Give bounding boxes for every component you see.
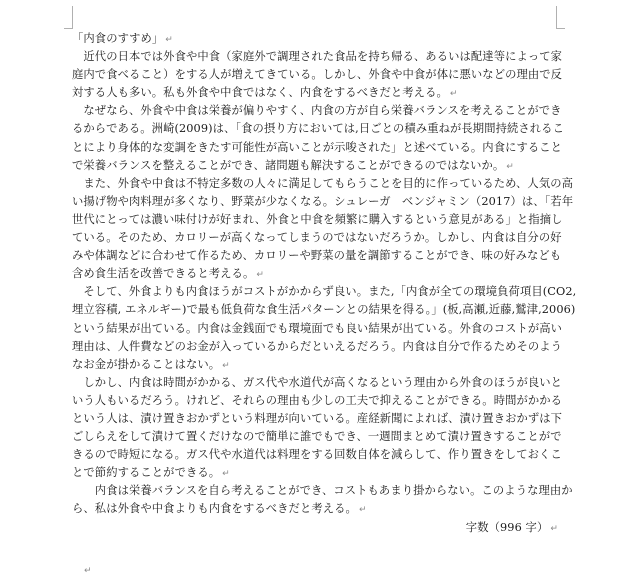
body-line: 理由は、人件費などのお金が入っているからだといえるだろう。内食は自分で作るためそのよう [72, 339, 563, 353]
body-line: とで節約することができる。 ↵ [72, 466, 230, 480]
body-line: という人は、漬け置きおかずという料理が向いている。産経新聞によれば、漬け置きおかずは下 [72, 411, 563, 425]
body-line: い揚げ物や肉料理が多くなり、野菜が少なくなる。シュレーガ ベンジャミン（2017）は、「若年 [72, 194, 574, 208]
body-line: ら、私は外食や中食よりも内食をするべきだと考える。 ↵ [72, 502, 367, 516]
body-line: みや体調などに合わせて作るため、カロリーや野菜の量を調節することができ、味の好みなども [72, 249, 562, 263]
body-line: いう人もいるだろう。けれど、それらの理由も少しの工夫で抑えることができる。時間がかかる [72, 393, 563, 407]
body-line: しかし、内食は時間がかかる、ガス代や水道代が高くなるという理由から外食のほうが良いと [72, 375, 563, 389]
body-line: 世代にとっては濃い味付けが好まれ、外食と中食を頻繁に購入するという意見がある」と指摘し [72, 212, 563, 226]
word-count: 字数（996 字） ↵ [465, 520, 558, 534]
body-line: 埋立容積, エネルギー)で最も低負荷な食生活パターンとの結果を得る。」(板,高瀬,近藤,鷲津,2006) [72, 303, 576, 317]
body-line: また、外食や中食は不特定多数の人々に満足してもらうことを目的に作っているため、人気の高 [72, 176, 574, 190]
body-line: とにより身体的な変調をきたす可能性が高いことが示唆された」と述べている。内食にすること [72, 140, 563, 154]
body-line: 近代の日本では外食や中食（家庭外で調理された食品を持ち帰る、あるいは配達等によって家 [72, 50, 563, 64]
paragraph-mark-icon: ↵ [256, 270, 265, 281]
paragraph-mark-icon: ↵ [222, 469, 230, 480]
body-line: そして、外食よりも内食ほうがコストがかからず良い。また,「内食が全ての環境負荷項目(CO2, [72, 285, 577, 299]
crop-mark-top-left [64, 6, 73, 29]
body-line: 内食は栄養バランスを自ら考えることができ、コストもあまり掛からない。このような理由か [72, 484, 573, 498]
body-line: ている。そのため、カロリーが高くなってしまうのではないだろうか。しかし、内食は自分の好 [72, 231, 562, 245]
document-body[interactable] [72, 30, 577, 537]
paragraph-mark-icon: ↵ [506, 161, 514, 172]
paragraph-mark-icon: ↵ [550, 523, 558, 534]
paragraph-mark-icon: ↵ [222, 360, 230, 371]
body-line: きるので時短になる。ガス代や水道代は料理をする回数自体を減らして、作り置きをしておくこ [72, 448, 562, 462]
body-line: なお金が掛かることはない。 ↵ [72, 357, 230, 371]
paragraph-mark-icon: ↵ [358, 505, 367, 516]
body-line: 含め食生活を改善できると考える。 ↵ [72, 267, 265, 281]
crop-mark-top-right [556, 6, 565, 29]
paragraph-mark-icon: ↵ [449, 89, 458, 100]
body-line: という結果が出ている。内食は金銭面でも環境面でも良い結果が出ている。外食のコストが高い [72, 321, 563, 335]
body-line: 庭内で食べること）をする人が増えてきている。しかし、外食や中食が体に悪いなどの理由で反 [72, 68, 563, 82]
body-line: で栄養バランスを整えることができ、諸問題も解決することができるのではないか。 ↵ [72, 158, 514, 172]
body-line: るからである。洲崎(2009)は、「食の摂り方においては,日ごとの積み重ねが長期間持続されるこ [72, 122, 564, 136]
paragraph-mark-icon: ↵ [165, 35, 173, 45]
paragraph-mark-icon: ↵ [84, 566, 92, 576]
body-line: なぜなら、外食や中食は栄養が偏りやすく、内食の方が自ら栄養バランスを考えることができ [72, 104, 562, 118]
body-line: ごしらえをして漬けて置くだけなので簡単に誰でもでき、一週間まとめて漬け置きすることがで [72, 430, 562, 444]
document-title: 「内食のすすめ」 ↵ [72, 32, 173, 45]
body-line: 対する人も多い。私も外食や中食ではなく、内食をするべきだと考える。 ↵ [72, 86, 458, 100]
